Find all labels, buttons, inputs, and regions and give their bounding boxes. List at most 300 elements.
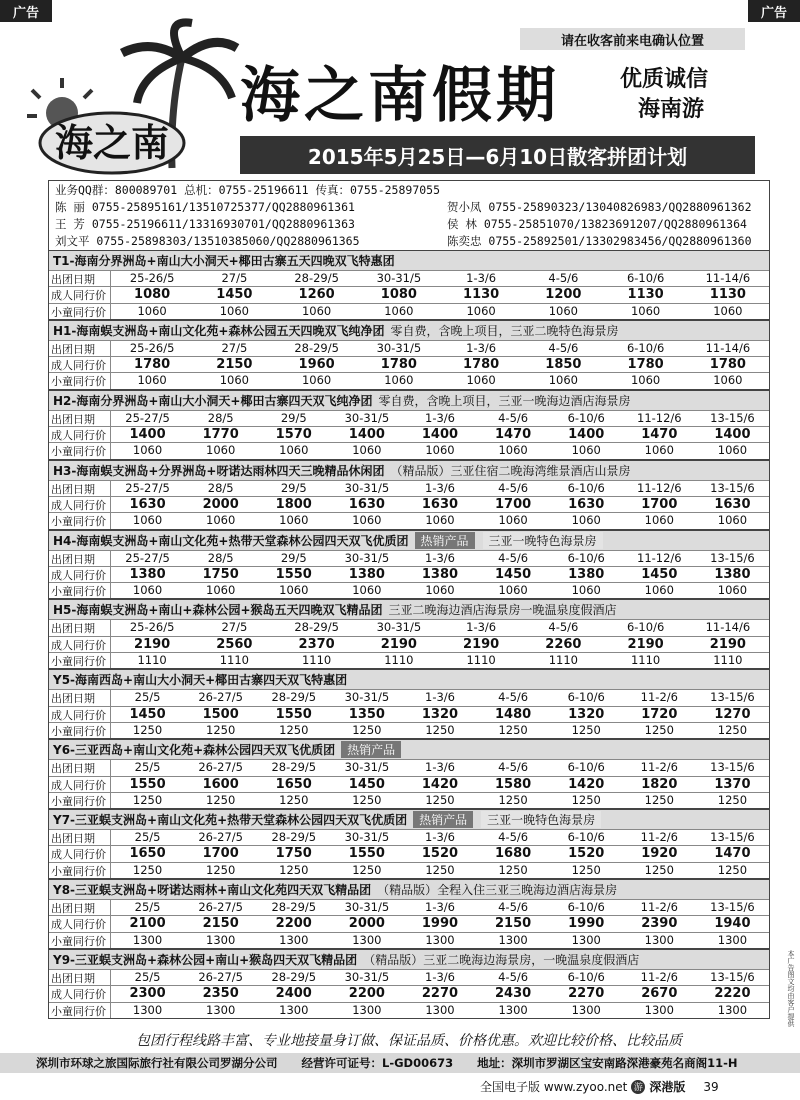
price-cell: 1750 (275, 846, 312, 862)
price-cell: 1060 (717, 443, 748, 458)
price-cell: 2190 (134, 636, 171, 652)
price-cell: 1300 (571, 1002, 601, 1017)
price-cell: 1250 (571, 722, 601, 737)
date-cell: 28-29/5 (271, 830, 317, 845)
date-cell: 6-10/6 (567, 480, 605, 495)
date-cell: 25-27/5 (125, 550, 170, 565)
date-cell: 26-27/5 (198, 830, 243, 845)
row-label: 成人同行价 (49, 427, 111, 442)
row-label: 小童同行价 (49, 793, 111, 808)
date-cell: 25/5 (134, 690, 161, 705)
child-price-row (49, 722, 769, 738)
price-cell: 1060 (352, 443, 382, 458)
price-cell: 1630 (348, 496, 385, 512)
child-price-row (49, 1002, 769, 1018)
child-price-row (49, 792, 769, 808)
price-cell: 1380 (129, 566, 166, 582)
adult-price-row (49, 286, 769, 302)
price-cell: 1250 (279, 792, 309, 807)
price-cell: 1250 (717, 722, 748, 737)
adult-price-row (49, 915, 769, 931)
date-cell: 30-31/5 (344, 410, 390, 425)
price-cell: 1250 (498, 862, 528, 877)
agency-name: 深圳市环球之旅国际旅行社有限公司罗湖分公司 (36, 1056, 278, 1070)
date-cell: 4-5/6 (548, 271, 579, 285)
price-cell: 1380 (714, 566, 751, 582)
price-cell: 1780 (134, 357, 171, 373)
price-cell: 1400 (568, 427, 605, 443)
row-label: 出团日期 (49, 411, 111, 426)
tour-title-bar (49, 390, 769, 410)
date-cell: 1-3/6 (425, 830, 455, 845)
price-cell: 2190 (463, 636, 500, 652)
contact-row (55, 199, 763, 216)
date-cell: 11-2/6 (640, 900, 678, 915)
adult-price-row (49, 845, 769, 861)
price-cell: 1920 (641, 846, 678, 862)
price-cell: 1250 (132, 862, 163, 877)
date-cell: 30-31/5 (376, 340, 422, 355)
price-cell: 1060 (132, 443, 163, 458)
agency-address: 地址：深圳市罗湖区宝安南路深港豪苑名商阁11-H (477, 1056, 738, 1070)
price-cell: 1250 (132, 792, 163, 807)
price-cell: 1060 (630, 373, 661, 388)
date-cell: 28-29/5 (271, 690, 317, 705)
price-cell: 1250 (644, 792, 674, 807)
price-cell: 1060 (717, 513, 748, 528)
price-cell: 1550 (275, 706, 312, 722)
date-cell: 28-29/5 (271, 760, 317, 775)
date-cell: 4-5/6 (498, 550, 529, 565)
price-cell: 2430 (495, 986, 532, 1002)
tour-block (48, 530, 770, 600)
price-cell: 1470 (714, 846, 751, 862)
tour-title: H4-海南蜈支洲岛+南山文化苑+热带天堂森林公园四天双飞优质团 (53, 533, 409, 548)
price-cell: 1720 (641, 706, 678, 722)
price-cell: 2190 (627, 636, 664, 652)
date-cell: 1-3/6 (425, 690, 455, 705)
date-cell: 25-26/5 (129, 340, 175, 355)
row-label: 成人同行价 (49, 287, 111, 302)
date-cell: 29/5 (280, 410, 307, 425)
price-cell: 1470 (495, 427, 532, 443)
date-cell: 4-5/6 (498, 830, 529, 845)
tour-note: （精品版）三亚住宿二晚海湾维景酒店山景房 (390, 463, 631, 478)
contact-row (55, 233, 763, 250)
date-cell: 29/5 (280, 480, 307, 495)
price-cell: 1320 (568, 706, 605, 722)
date-cell: 13-15/6 (710, 969, 755, 984)
price-cell: 2190 (709, 636, 746, 652)
price-cell: 1250 (425, 792, 455, 807)
child-price-row (49, 372, 769, 388)
tour-note: （精品版）三亚二晚海边海景房，一晚温泉度假酒店 (363, 952, 640, 967)
row-label: 出团日期 (49, 341, 111, 356)
date-cell: 6-10/6 (567, 969, 605, 984)
date-cell: 25-26/5 (129, 620, 175, 635)
price-cell: 1060 (571, 443, 601, 458)
price-cell: 1420 (568, 776, 605, 792)
date-cell: 6-10/6 (567, 410, 605, 425)
price-cell: 1300 (279, 932, 309, 947)
row-label: 小童同行价 (49, 304, 111, 319)
tour-title-bar (49, 669, 769, 689)
tour-price-tables (48, 250, 770, 1019)
tour-title-bar (49, 809, 769, 829)
date-cell: 6-10/6 (626, 620, 665, 635)
price-cell: 1300 (352, 932, 382, 947)
price-cell: 1380 (568, 566, 605, 582)
row-label: 小童同行价 (49, 653, 111, 668)
price-cell: 1110 (548, 653, 579, 668)
date-cell: 1-3/6 (466, 271, 497, 285)
row-label: 小童同行价 (49, 863, 111, 878)
date-cell: 25-27/5 (125, 480, 170, 495)
price-cell: 1450 (641, 566, 678, 582)
date-cell: 30-31/5 (344, 480, 390, 495)
price-cell: 1060 (498, 443, 528, 458)
price-cell: 1600 (202, 776, 239, 792)
tour-title: T1-海南分界洲岛+南山大小洞天+椰田古寨五天四晚双飞特惠团 (53, 254, 395, 268)
price-cell: 2200 (275, 916, 312, 932)
row-label: 出团日期 (49, 551, 111, 566)
date-cell: 30-31/5 (376, 620, 422, 635)
child-price-row (49, 932, 769, 948)
agency-bar (0, 1053, 800, 1073)
price-cell: 1260 (298, 287, 335, 303)
adult-price-row (49, 496, 769, 512)
price-cell: 1250 (717, 792, 748, 807)
license-number: 经营许可证号：L-GD00673 (301, 1056, 454, 1070)
price-cell: 1270 (714, 706, 751, 722)
contact-entry: 王 芳 0755-25196611/13316930701/QQ2880961363 (55, 217, 355, 231)
date-cell: 6-10/6 (567, 760, 605, 775)
row-label: 出团日期 (49, 620, 111, 635)
price-cell: 1250 (206, 792, 236, 807)
price-cell: 1630 (421, 496, 459, 512)
price-cell: 1700 (495, 496, 532, 512)
tour-title: Y5-海南西岛+南山大小洞天+椰田古寨四天双飞特惠团 (53, 673, 348, 688)
date-cell: 13-15/6 (710, 480, 755, 495)
price-cell: 1780 (709, 357, 746, 373)
price-cell: 1250 (132, 722, 163, 737)
hotel-note: 三亚一晚特色海景房 (483, 532, 603, 549)
tour-title: Y9-三亚蜈支洲岛+森林公园+南山+猴岛四天双飞精品团 (53, 952, 358, 967)
date-cell: 4-5/6 (498, 900, 529, 915)
tour-block (48, 809, 770, 879)
adult-price-row (49, 776, 769, 792)
row-label: 成人同行价 (49, 497, 111, 512)
price-cell: 1060 (279, 513, 309, 528)
price-cell: 2220 (714, 986, 751, 1002)
row-label: 成人同行价 (49, 916, 111, 931)
tour-title: H5-海南蜈支洲岛+南山+森林公园+猴岛五天四晚双飞精品团 (53, 603, 383, 618)
child-price-row (49, 512, 769, 528)
date-cell: 6-10/6 (626, 271, 665, 285)
tour-title: Y8-三亚蜈支洲岛+呀诺达雨林+南山文化苑四天双飞精品团 (53, 883, 372, 898)
price-cell: 1300 (132, 932, 163, 947)
date-cell: 13-15/6 (710, 410, 755, 425)
price-cell: 1300 (132, 1002, 163, 1017)
date-cell: 11-2/6 (640, 969, 678, 984)
contact-row (55, 216, 763, 233)
price-cell: 1300 (206, 1002, 236, 1017)
child-price-row (49, 582, 769, 598)
price-cell: 1060 (352, 513, 382, 528)
price-cell: 1650 (129, 846, 166, 862)
price-cell: 1110 (630, 653, 661, 668)
price-cell: 1060 (713, 303, 743, 318)
price-cell: 2400 (275, 986, 312, 1002)
row-label: 成人同行价 (49, 846, 111, 861)
price-cell: 1060 (425, 583, 455, 598)
date-cell: 4-5/6 (498, 410, 529, 425)
row-label: 小童同行价 (49, 443, 111, 458)
price-cell: 1400 (348, 427, 385, 443)
price-cell: 1250 (498, 722, 528, 737)
tour-note: 三亚二晚海边酒店海景房一晚温泉度假酒店 (388, 603, 617, 618)
price-cell: 1060 (279, 583, 309, 598)
price-cell: 1300 (425, 932, 455, 947)
logo-text: 海之南 (54, 121, 170, 165)
price-cell: 1300 (279, 1002, 309, 1017)
date-cell: 25/5 (134, 760, 161, 775)
price-cell: 1060 (219, 303, 250, 318)
row-label: 小童同行价 (49, 513, 111, 528)
date-row (49, 759, 769, 775)
tour-block (48, 949, 770, 1019)
price-cell: 1060 (498, 513, 528, 528)
price-cell: 1060 (466, 373, 496, 388)
price-cell: 1200 (545, 287, 582, 303)
hot-product-badge: 热销产品 (413, 811, 473, 828)
price-cell: 1780 (627, 357, 664, 373)
contact-entry: 陈 丽 0755-25895161/13510725377/QQ2880961361 (55, 200, 355, 214)
price-cell: 1300 (644, 1002, 674, 1017)
price-cell: 1250 (279, 862, 309, 877)
date-cell: 25/5 (134, 900, 161, 915)
edition-site: 全国电子版 www.zyoo.net (480, 1080, 628, 1094)
date-cell: 11-2/6 (640, 690, 678, 705)
date-cell: 1-3/6 (466, 620, 497, 635)
date-cell: 11-12/6 (637, 550, 682, 565)
date-cell: 25/5 (134, 830, 161, 845)
date-cell: 28-29/5 (271, 969, 317, 984)
price-cell: 2370 (298, 636, 335, 652)
date-cell: 13-15/6 (710, 690, 755, 705)
tour-block (48, 250, 770, 320)
price-cell: 1780 (463, 357, 500, 373)
price-cell: 1300 (498, 1002, 528, 1017)
price-cell: 1060 (466, 303, 496, 318)
tour-title-bar (49, 250, 769, 270)
price-cell: 1300 (571, 932, 601, 947)
price-cell: 1060 (498, 583, 528, 598)
row-label: 出团日期 (49, 970, 111, 985)
price-cell: 2200 (348, 986, 385, 1002)
price-cell: 1630 (129, 496, 166, 512)
contact-entry: 业务QQ群：800089701 总机：0755-25196611 传真：0755-25897055 (55, 183, 441, 197)
price-cell: 1250 (425, 722, 455, 737)
date-cell: 1-3/6 (425, 969, 455, 984)
row-label: 成人同行价 (49, 777, 111, 792)
price-cell: 1060 (132, 513, 163, 528)
date-cell: 30-31/5 (376, 271, 422, 285)
price-cell: 1450 (495, 566, 532, 582)
date-cell: 26-27/5 (198, 900, 243, 915)
price-cell: 1630 (568, 496, 605, 512)
tour-title-bar (49, 949, 769, 969)
price-cell: 1520 (568, 846, 605, 862)
price-cell: 1250 (717, 862, 748, 877)
price-cell: 1550 (275, 566, 312, 582)
date-cell: 4-5/6 (498, 969, 529, 984)
tour-block (48, 460, 770, 530)
price-cell: 1990 (421, 916, 459, 932)
date-cell: 1-3/6 (466, 340, 497, 355)
price-cell: 2390 (641, 916, 678, 932)
date-cell: 25/5 (134, 969, 161, 984)
date-cell: 4-5/6 (548, 620, 579, 635)
date-row (49, 340, 769, 356)
price-cell: 1380 (348, 566, 385, 582)
price-cell: 1060 (713, 373, 743, 388)
price-cell: 1320 (421, 706, 459, 722)
date-cell: 4-5/6 (498, 480, 529, 495)
plan-banner: 2015年5月25日—6月10日散客拼团计划 (240, 136, 755, 174)
price-cell: 1850 (545, 357, 582, 373)
contact-entry: 陈奕忠 0755-25892501/13302983456/QQ2880961360 (447, 234, 752, 248)
price-cell: 1250 (279, 722, 309, 737)
price-cell: 1130 (463, 287, 500, 303)
edition-name: 深港版 (649, 1080, 686, 1094)
price-cell: 1060 (425, 443, 455, 458)
price-cell: 1250 (425, 862, 455, 877)
confirm-notice: 请在收客前来电确认位置 (520, 28, 745, 50)
date-cell: 11-14/6 (705, 620, 751, 635)
date-cell: 25-26/5 (129, 271, 175, 285)
hot-product-badge: 热销产品 (341, 741, 401, 758)
date-cell: 11-14/6 (705, 271, 751, 285)
price-cell: 1060 (137, 303, 167, 318)
price-cell: 1520 (421, 846, 459, 862)
row-label: 成人同行价 (49, 707, 111, 722)
date-cell: 11-12/6 (637, 410, 682, 425)
row-label: 成人同行价 (49, 567, 111, 582)
contact-row (55, 182, 763, 199)
price-cell: 1350 (348, 706, 385, 722)
price-cell: 1300 (644, 932, 674, 947)
price-cell: 1770 (202, 427, 239, 443)
price-cell: 1700 (202, 846, 239, 862)
price-cell: 1820 (641, 776, 678, 792)
date-row (49, 829, 769, 845)
price-cell: 2560 (216, 636, 253, 652)
price-cell: 1400 (714, 427, 751, 443)
row-label: 小童同行价 (49, 723, 111, 738)
price-cell: 1300 (206, 932, 236, 947)
price-cell: 2150 (495, 916, 532, 932)
tour-note: 零自费，含晚上项目，三亚一晚海边酒店海景房 (378, 393, 631, 408)
child-price-row (49, 442, 769, 458)
date-cell: 1-3/6 (425, 900, 455, 915)
price-cell: 1680 (495, 846, 532, 862)
date-cell: 25-27/5 (125, 410, 170, 425)
price-cell: 1480 (495, 706, 532, 722)
price-cell: 1250 (644, 862, 674, 877)
price-cell: 1250 (352, 862, 382, 877)
contact-entry: 侯 林 0755-25851070/13823691207/QQ2880961364 (447, 217, 747, 231)
date-cell: 26-27/5 (198, 690, 243, 705)
price-cell: 1250 (206, 722, 236, 737)
price-cell: 2270 (568, 986, 605, 1002)
date-cell: 6-10/6 (626, 340, 665, 355)
tour-title-bar (49, 320, 769, 340)
row-label: 成人同行价 (49, 637, 111, 652)
price-cell: 1380 (421, 566, 459, 582)
tour-title-bar (49, 530, 769, 550)
date-cell: 30-31/5 (344, 550, 390, 565)
date-cell: 11-14/6 (705, 340, 751, 355)
date-cell: 26-27/5 (198, 969, 243, 984)
edition-line (480, 1078, 719, 1095)
price-cell: 1550 (348, 846, 385, 862)
brand-logo (22, 18, 247, 178)
date-cell: 4-5/6 (548, 340, 579, 355)
price-cell: 1630 (714, 496, 751, 512)
date-cell: 13-15/6 (710, 900, 755, 915)
tour-title-bar (49, 739, 769, 759)
price-cell: 1300 (498, 932, 528, 947)
tour-title: Y7-三亚蜈支洲岛+南山文化苑+热带天堂森林公园四天双飞优质团 (53, 813, 408, 828)
price-cell: 2000 (202, 496, 239, 512)
price-cell: 1110 (137, 653, 167, 668)
tour-title: Y6-三亚西岛+南山文化苑+森林公园四天双飞优质团 (53, 743, 336, 758)
slogan-line-1: 优质诚信 (620, 67, 709, 92)
price-cell: 1060 (644, 583, 674, 598)
row-label: 出团日期 (49, 271, 111, 286)
tour-block (48, 390, 770, 460)
price-cell: 1110 (301, 653, 332, 668)
row-label: 小童同行价 (49, 1003, 111, 1018)
child-price-row (49, 303, 769, 319)
price-cell: 1400 (421, 427, 459, 443)
price-cell: 1750 (202, 566, 239, 582)
price-cell: 1060 (132, 583, 163, 598)
price-cell: 1960 (298, 357, 335, 373)
tour-note: （精品版）全程入住三亚三晚海边酒店海景房 (377, 883, 618, 898)
price-cell: 1060 (630, 303, 661, 318)
row-label: 成人同行价 (49, 357, 111, 372)
price-cell: 1420 (421, 776, 459, 792)
price-cell: 1060 (206, 583, 236, 598)
price-cell: 1300 (717, 1002, 748, 1017)
price-cell: 1470 (641, 427, 678, 443)
price-cell: 1060 (301, 303, 332, 318)
row-label: 小童同行价 (49, 583, 111, 598)
row-label: 出团日期 (49, 760, 111, 775)
date-cell: 13-15/6 (710, 760, 755, 775)
price-cell: 1250 (571, 792, 601, 807)
price-cell: 2270 (421, 986, 459, 1002)
price-cell: 1060 (548, 303, 579, 318)
price-cell: 1060 (352, 583, 382, 598)
price-cell: 1400 (129, 427, 166, 443)
price-cell: 1060 (206, 443, 236, 458)
price-cell: 2150 (216, 357, 253, 373)
date-cell: 11-2/6 (640, 760, 678, 775)
brand-title: 海之南假期 (240, 61, 560, 131)
